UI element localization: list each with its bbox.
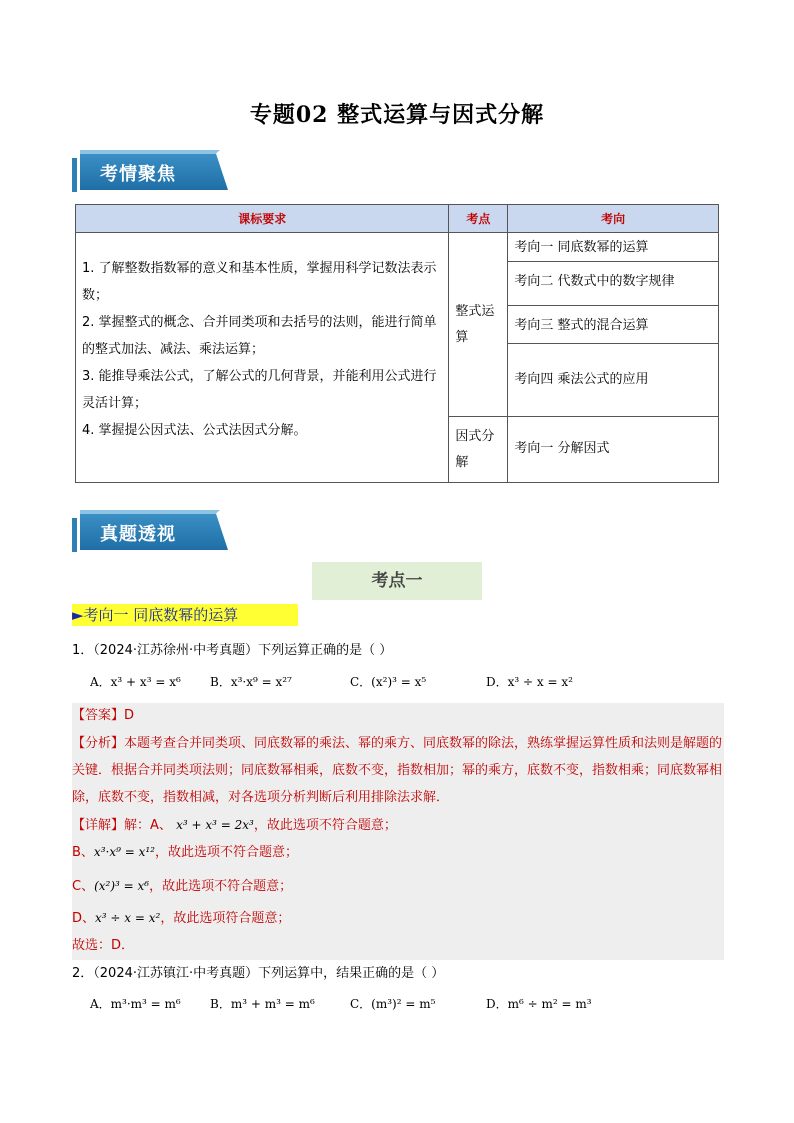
direction-item: 考向三 整式的混合运算 — [508, 306, 719, 344]
answer-conclusion: 故选：D． — [72, 938, 135, 953]
point-yinshi: 因式分解 — [449, 417, 508, 483]
point-zhengshi: 整式运算 — [449, 233, 508, 417]
requirement-item: 2. 掌握整式的概念、合并同类项和去括号的法则，能进行简单的整式加法、减法、乘法运算； — [82, 315, 437, 357]
answer-block — [72, 703, 724, 960]
answer-label: 【答案】D — [72, 708, 135, 723]
direction-title: ►考向一 同底数幂的运算 — [72, 604, 298, 626]
kaodian-heading: 考点一 — [312, 562, 482, 600]
option-a: A．m³·m³ = m⁶ — [90, 997, 181, 1011]
detail-a: 【详解】解：A、 x³ + x³ = 2x³，故此选项不符合题意； — [72, 818, 397, 833]
requirements-cell — [76, 233, 449, 483]
direction-item: 考向二 代数式中的数字规律 — [508, 262, 719, 306]
detail-b: B、x³·x⁹ = x¹²，故此选项不符合题意； — [72, 845, 298, 860]
section-banner-kaoqing — [72, 150, 228, 194]
page-title: 专题02 整式运算与因式分解 — [249, 102, 545, 128]
banner-label: 真题透视 — [100, 524, 176, 545]
option-a: A．x³ + x³ = x⁶ — [90, 675, 181, 689]
direction-item: 考向四 乘法公式的应用 — [508, 344, 719, 417]
direction-item: 考向一 同底数幂的运算 — [508, 233, 719, 262]
question-1-stem: 1．（2024·江苏徐州·中考真题）下列运算正确的是（ ） — [72, 643, 393, 658]
analysis-text: 【分析】本题考查合并同类项、同底数幂的乘法、幂的乘方、同底数幂的除法，熟练掌握运算性质和法则是解题的关键．根据合并同类项法则；同底数幂相乘，底数不变，指数相加；幂的乘方，底数不变，指数相乘；同底数幂相除，底数不变，指数相减，对各选项分析判断后利用排除法求解． — [72, 736, 723, 805]
curriculum-table — [75, 204, 719, 483]
section-banner-zhenti — [72, 510, 228, 554]
question-2-options — [90, 995, 606, 1012]
option-d: D．x³ ÷ x = x² — [486, 675, 573, 689]
option-c: C．(x²)³ = x⁵ — [350, 675, 427, 689]
question-2-stem: 2．（2024·江苏镇江·中考真题）下列运算中，结果正确的是（ ） — [72, 966, 445, 981]
option-b: B．x³·x⁹ = x²⁷ — [210, 675, 292, 689]
requirement-item: 4. 掌握提公因式法、公式法因式分解。 — [82, 423, 307, 438]
option-d: D．m⁶ ÷ m² = m³ — [486, 997, 592, 1011]
header-requirements: 课标要求 — [76, 205, 449, 233]
header-directions: 考向 — [508, 205, 719, 233]
option-b: B．m³ + m³ = m⁶ — [210, 997, 315, 1011]
detail-c: C、(x²)³ = x⁶，故此选项不符合题意； — [72, 879, 293, 894]
detail-d: D、x³ ÷ x = x²，故此选项符合题意； — [72, 911, 291, 926]
question-1-options — [90, 673, 606, 690]
direction-item: 考向一 分解因式 — [508, 417, 719, 483]
option-c: C．(m³)² = m⁵ — [350, 997, 436, 1011]
header-points: 考点 — [449, 205, 508, 233]
requirement-item: 1. 了解整数指数幂的意义和基本性质，掌握用科学记数法表示数； — [82, 261, 437, 303]
requirement-item: 3. 能推导乘法公式，了解公式的几何背景，并能利用公式进行灵活计算； — [82, 369, 437, 411]
banner-label: 考情聚焦 — [100, 164, 176, 185]
